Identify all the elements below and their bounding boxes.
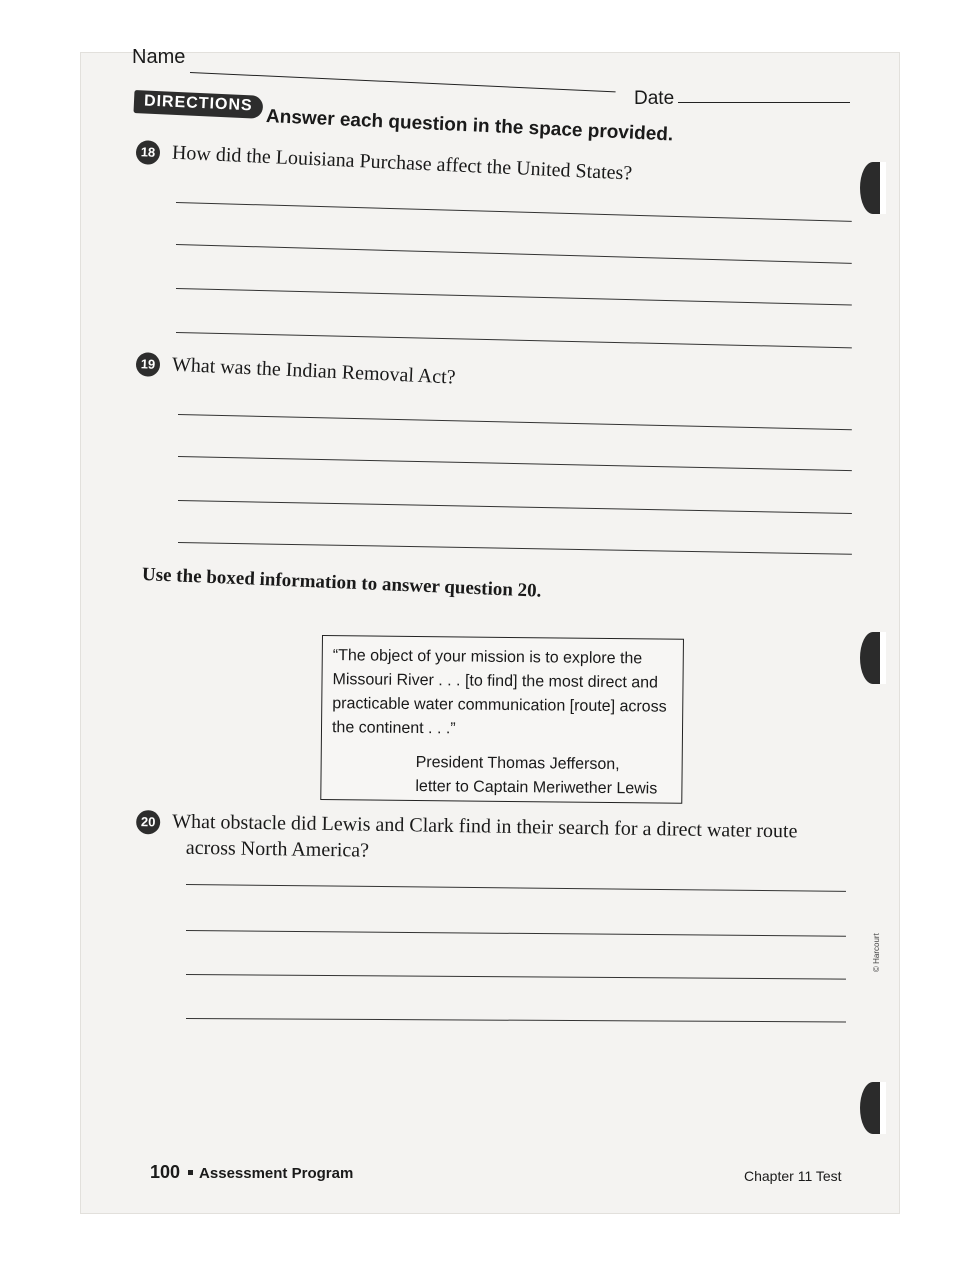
name-field-line[interactable] <box>190 72 616 92</box>
question-text-continued: across North America? <box>185 837 370 863</box>
answer-line[interactable] <box>178 414 852 430</box>
answer-line[interactable] <box>176 288 852 306</box>
quote-box <box>320 635 684 804</box>
page-number: 100 <box>150 1162 181 1182</box>
question-18 <box>135 140 632 187</box>
quote-attribution: President Thomas Jefferson, letter to Captain Meriwether Lewis <box>415 753 658 798</box>
question-20 <box>136 808 817 871</box>
question-number-badge: 19 <box>135 352 160 377</box>
answer-line[interactable] <box>178 500 852 514</box>
worksheet-page <box>80 46 900 1214</box>
binder-hole <box>860 632 886 684</box>
answer-line[interactable] <box>186 974 846 980</box>
binder-hole <box>860 1082 886 1134</box>
answer-line[interactable] <box>176 202 852 222</box>
answer-line[interactable] <box>186 884 846 892</box>
question-text: What obstacle did Lewis and Clark find in their search for a direct water route <box>172 810 798 843</box>
footer-left <box>150 1162 353 1183</box>
date-field-line[interactable] <box>678 102 850 103</box>
date-label: Date <box>634 88 675 109</box>
boxed-instruction: Use the boxed information to answer question 20. <box>141 564 542 602</box>
question-text: What was the Indian Removal Act? <box>171 353 457 389</box>
answer-line[interactable] <box>176 244 852 264</box>
question-text: How did the Louisiana Purchase affect the United States? <box>171 141 633 185</box>
question-19 <box>135 352 456 391</box>
question-number-badge: 20 <box>136 810 160 834</box>
binder-hole <box>860 162 886 214</box>
chapter-label: Chapter 11 Test <box>744 1168 842 1184</box>
answer-line[interactable] <box>176 332 852 348</box>
answer-line[interactable] <box>186 1018 846 1022</box>
copyright-notice: © Harcourt <box>872 933 881 972</box>
bullet-square-icon <box>188 1170 193 1175</box>
directions-badge: DIRECTIONS <box>133 90 263 119</box>
program-name: Assessment Program <box>199 1165 354 1182</box>
directions-text: Answer each question in the space provided. <box>265 106 674 146</box>
answer-line[interactable] <box>186 930 846 937</box>
question-number-badge: 18 <box>135 140 160 165</box>
answer-line[interactable] <box>178 542 852 555</box>
quote-text: “The object of your mission is to explore the Missouri River . . . [to find] the most direct and practicable water communication [route] across the continent . . .” <box>331 647 667 738</box>
name-label: Name <box>132 46 186 68</box>
answer-line[interactable] <box>178 456 852 471</box>
